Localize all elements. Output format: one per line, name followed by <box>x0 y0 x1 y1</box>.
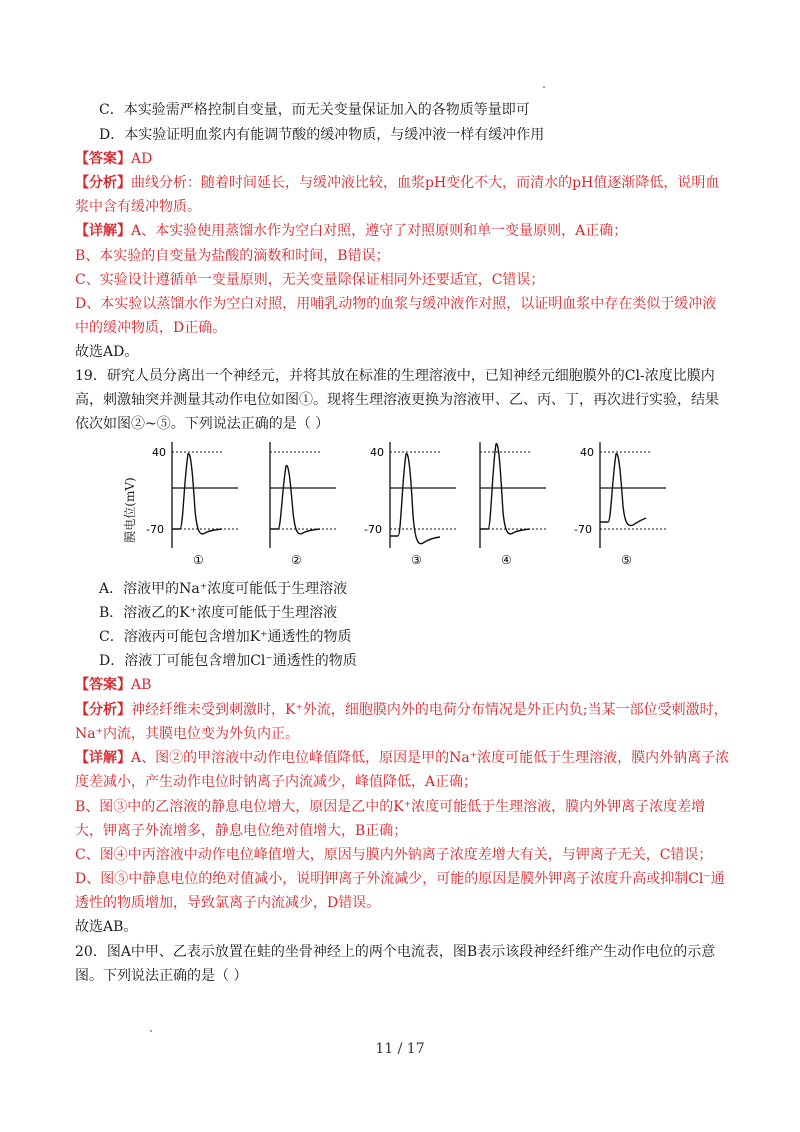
panel-label-3: ③ <box>411 553 422 567</box>
tick-40: 40 <box>152 446 166 459</box>
answer-tag: 【答案】 <box>75 151 131 167</box>
q18-option-c: C．本实验需严格控制自变量，而无关变量保证加入的各物质等量即可 <box>99 102 530 118</box>
q19-option-c: C．溶液丙可能包含增加K⁺通透性的物质 <box>99 629 352 645</box>
graph-panel-3 <box>364 442 456 567</box>
analysis-tag: 【分析】 <box>75 702 131 718</box>
tick-40: 40 <box>580 446 594 459</box>
q18-detail-line1 <box>75 222 627 240</box>
q19-stem-line2: 高，刺激轴突并测量其动作电位如图①。现将生理溶液更换为溶液甲、乙、丙、丁，再次进行实验，结果 <box>75 392 719 408</box>
q19-detail-line1 <box>75 749 729 767</box>
q19-detail-line3: B、图③中的乙溶液的静息电位增大，原因是乙中的K⁺浓度可能低于生理溶液，膜内外钾离子浓度差增 <box>75 799 706 815</box>
answer-tag: 【答案】 <box>75 677 131 693</box>
q18-analysis-line2: 浆中含有缓冲物质。 <box>75 199 201 215</box>
tick-minus-70: -70 <box>574 523 592 536</box>
q19-stem-line1: 19．研究人员分离出一个神经元，并将其放在标准的生理溶液中，已知神经元细胞膜外的Cl-浓度比膜内 <box>75 368 715 384</box>
detail-tag: 【详解】 <box>75 750 131 766</box>
answer-value: AD <box>131 151 153 167</box>
panel-label-4: ④ <box>501 553 512 567</box>
q19-option-b: B．溶液乙的K⁺浓度可能低于生理溶液 <box>99 605 338 621</box>
q19-answer <box>75 676 151 694</box>
panel-label-5: ⑤ <box>621 553 632 567</box>
stray-dot <box>543 86 545 88</box>
q18-detail-line4: D、本实验以蒸馏水作为空白对照，用哺乳动物的血浆与缓冲液作对照，以证明血浆中存在类似于缓冲液 <box>75 296 717 312</box>
q18-option-d: D．本实验证明血浆内有能调节酸的缓冲物质，与缓冲液一样有缓冲作用 <box>99 127 545 143</box>
q19-option-d: D．溶液丁可能包含增加Cl⁻通透性的物质 <box>99 653 357 669</box>
analysis-text: 曲线分析：随着时间延长，与缓冲液比较，血浆pH变化不大，而清水的pH值逐渐降低，说明血 <box>131 175 720 191</box>
q18-detail-line2: B、本实验的自变量为盐酸的滴数和时间，B错误； <box>75 248 390 264</box>
tick-minus-70: -70 <box>364 523 382 536</box>
q19-detail-line5: C、图④中丙溶液中动作电位峰值增大，原因与膜内外钠离子浓度差增大有关，与钾离子无关，C错误； <box>75 847 713 863</box>
stray-dot <box>150 1030 152 1032</box>
graph-panel-1 <box>146 442 238 567</box>
detail-tag: 【详解】 <box>75 223 131 239</box>
q18-conclusion: 故选AD。 <box>75 344 139 360</box>
detail-text: A、图②的甲溶液中动作电位峰值降低，原因是甲的Na⁺浓度可能低于生理溶液，膜内外钠离子浓 <box>131 750 730 766</box>
q19-stem-line3: 依次如图②~⑤。下列说法正确的是（ ） <box>75 416 330 432</box>
membrane-potential-figure <box>110 440 690 570</box>
q19-option-a: A．溶液甲的Na⁺浓度可能低于生理溶液 <box>99 581 348 597</box>
detail-text: A、本实验使用蒸馏水作为空白对照，遵守了对照原则和单一变量原则，A正确； <box>131 223 628 239</box>
graph-panel-2 <box>270 442 336 567</box>
q19-detail-line6: D、图⑤中静息电位的绝对值减小，说明钾离子外流减少，可能的原因是膜外钾离子浓度升高或抑制Cl⁻通 <box>75 871 725 887</box>
q19-analysis-line1 <box>75 701 728 719</box>
q19-detail-line2: 度差减小，产生动作电位时钠离子内流减少，峰值降低，A正确； <box>75 774 478 790</box>
q20-stem-line2: 图。下列说法正确的是（ ） <box>75 968 248 984</box>
q20-stem-line1: 20．图A中甲、乙表示放置在蛙的坐骨神经上的两个电流表，图B表示该段神经纤维产生动作电位的示意 <box>75 944 716 960</box>
tick-40: 40 <box>370 446 384 459</box>
graph-panel-4 <box>480 442 546 567</box>
q18-detail-line3: C、实验设计遵循单一变量原则，无关变量除保证相同外还要适宜，C错误； <box>75 272 545 288</box>
answer-value: AB <box>131 677 152 693</box>
q19-conclusion: 故选AB。 <box>75 919 138 935</box>
graph-panel-5 <box>574 442 666 567</box>
q19-detail-line7: 透性的物质增加，导致氯离子内流减少，D错误。 <box>75 895 381 911</box>
analysis-text: 神经纤维未受到刺激时，K⁺外流，细胞膜内外的电荷分布情况是外正内负;当某一部位受刺激时， <box>131 702 728 718</box>
panel-label-1: ① <box>193 553 204 567</box>
analysis-tag: 【分析】 <box>75 175 131 191</box>
q18-answer <box>75 150 152 168</box>
page-number: 11 / 17 <box>375 1041 425 1057</box>
q19-detail-line4: 大，钾离子外流增多，静息电位绝对值增大，B正确； <box>75 823 408 839</box>
y-axis-label: 膜电位(mV) <box>123 477 137 543</box>
q18-analysis-line1 <box>75 174 719 192</box>
q19-analysis-line2: Na⁺内流，其膜电位变为外负内正。 <box>75 726 299 742</box>
panel-label-2: ② <box>291 553 302 567</box>
q18-detail-line5: 中的缓冲物质，D正确。 <box>75 320 227 336</box>
tick-minus-70: -70 <box>146 523 164 536</box>
